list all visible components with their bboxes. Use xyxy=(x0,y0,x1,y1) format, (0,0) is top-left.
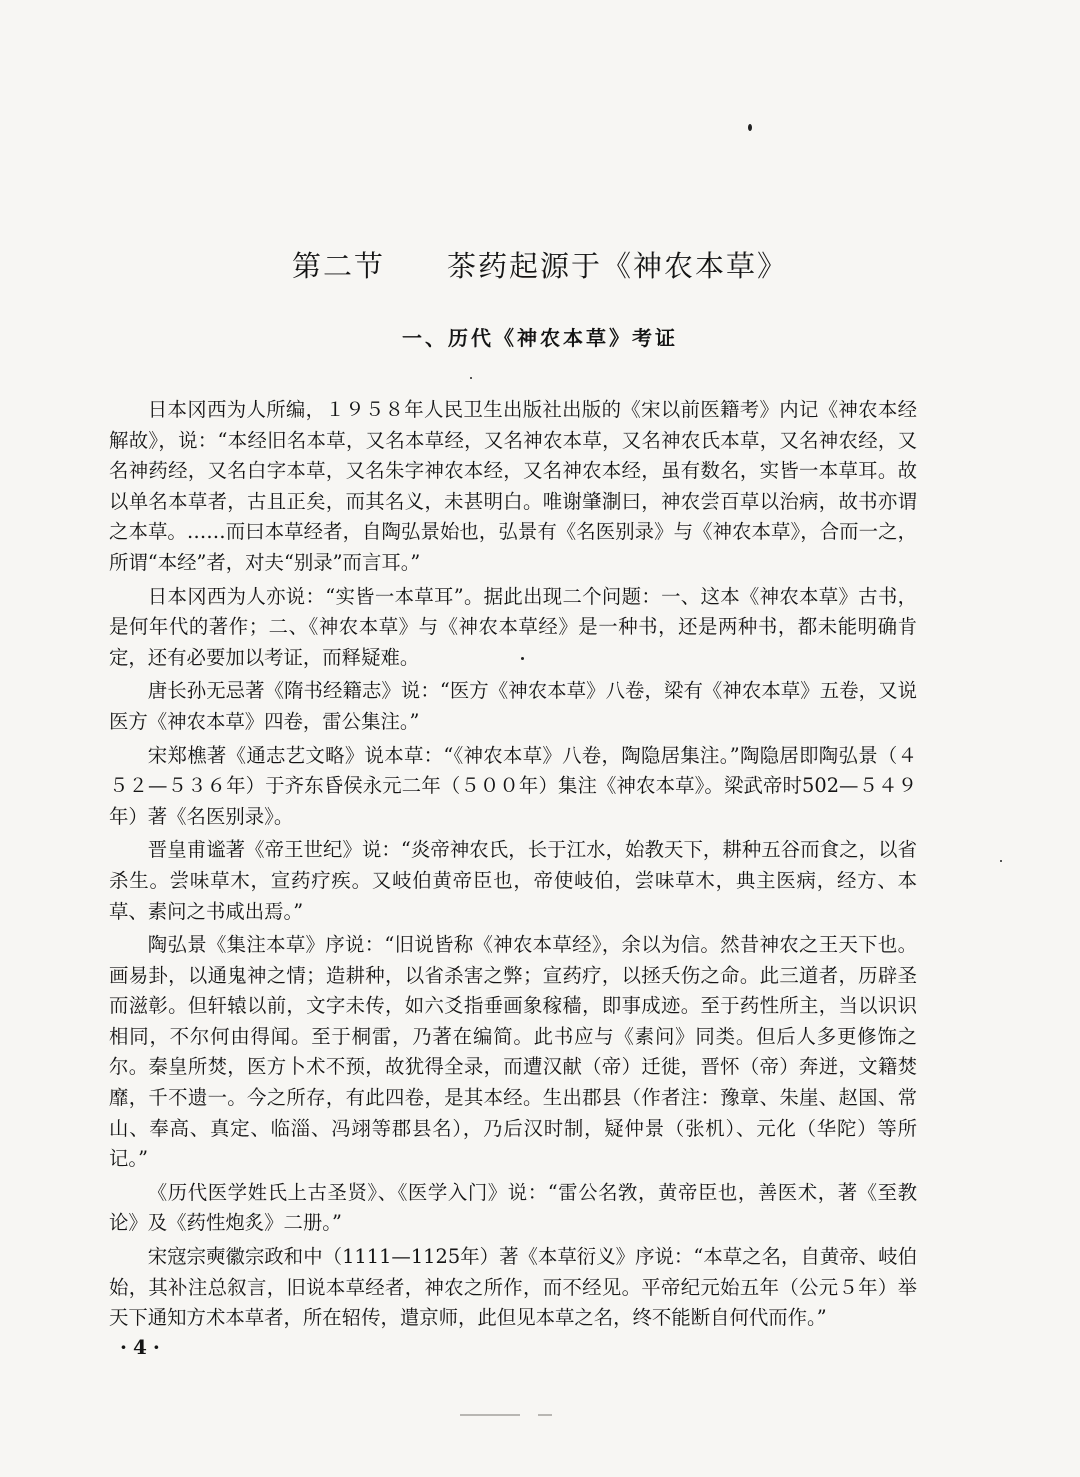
paragraph: 宋郑樵著《通志艺文略》说本草：“《神农本草》八卷，陶隐居集注。”陶隐居即陶弘景（４５２—５３６年）于齐东昏侯永元二年（５００年）集注《神农本草》。梁武帝时502—５４９年）著《名医别录》。 xyxy=(109,743,917,828)
paragraph: 日本冈西为人亦说：“实皆一本草耳”。据此出现二个问题：一、这本《神农本草》古书，是何年代的著作；二、《神农本草》与《神农本草经》是一种书，还是两种书，都未能明确肯定，还有必要加以考证，而释疑难。 xyxy=(109,584,917,669)
scan-artifact-line xyxy=(538,1414,552,1416)
paragraph: 陶弘景《集注本草》序说：“旧说皆称《神农本草经》，余以为信。然昔神农之王天下也。画易卦，以通鬼神之情；造耕种，以省杀害之弊；宣药疗，以拯夭伤之命。此三道者，历辟圣而滋彰。但轩辕以前，文字未传，如六爻指垂画象稼穑，即事成迹。至于药性所主，当以识识相同，不尔何由得闻。至于桐雷，乃著在编简。此书应与《素问》同类。但后人多更修饰之尔。秦皇所焚，医方卜术不预，故犹得全录，而遭汉献（帝）迁徙，晋怀（帝）奔迸，文籍焚靡，千不遗一。今之所存，有此四卷，是其本经。生出郡县（作者注：豫章、朱崖、赵国、常山、奉高、真定、临淄、冯翊等郡县名），乃后汉时制，疑仲景（张机）、元化（华陀）等所记。” xyxy=(109,933,917,1171)
section-title: 第二节 茶药起源于《神农本草》 xyxy=(291,249,788,283)
paragraph: 宋寇宗奭徽宗政和中（1111—1125年）著《本草衍义》序说：“本草之名，自黄帝、岐伯始，其补注总叙言，旧说本草经者，神农之所作，而不经见。平帝纪元始五年（公元５年）举天下通知方术本草者，所在轺传，遣京师，此但见本草之名，终不能断自何代而作。” xyxy=(109,1245,917,1330)
ink-speck xyxy=(470,377,472,379)
scan-artifact-line xyxy=(460,1414,520,1416)
body-text xyxy=(109,395,917,1337)
page-number: ·4· xyxy=(120,1335,166,1359)
ink-speck xyxy=(748,124,752,131)
paragraph: 唐长孙无忌著《隋书经籍志》说：“医方《神农本草》八卷，梁有《神农本草》五卷，又说医方《神农本草》四卷，雷公集注。” xyxy=(109,679,917,733)
paragraph: 《历代医学姓氏上古圣贤》、《医学入门》说：“雷公名敩，黄帝臣也，善医术，著《至教论》及《药性炮炙》二册。” xyxy=(109,1180,917,1235)
ink-speck xyxy=(1000,860,1002,862)
paragraph: 晋皇甫谧著《帝王世纪》说：“炎帝神农氏，长于江水，始教天下，耕种五谷而食之，以省杀生。尝味草木，宣药疗疾。又岐伯黄帝臣也，帝使岐伯，尝味草木，典主医病，经方、本草、素问之书咸出焉。” xyxy=(109,838,917,923)
paragraph: 日本冈西为人所编，１９５８年人民卫生出版社出版的《宋以前医籍考》内记《神农本经解故》，说：“本经旧名本草，又名本草经，又名神农本草，又名神农氏本草，又名神农经，又名神药经，又名白字本草，又名朱字神农本经，又名神农本经，虽有数名，实皆一本草耳。故以单名本草者，古且正矣，而其名义，未甚明白。唯谢肇淛曰，神农尝百草以治病，故书亦谓之本草。……而曰本草经者，自陶弘景始也，弘景有《名医别录》与《神农本草》，合而一之，所谓“本经”者，对夫“别录”而言耳。” xyxy=(109,398,917,574)
subsection-title: 一、历代《神农本草》考证 xyxy=(402,326,678,350)
